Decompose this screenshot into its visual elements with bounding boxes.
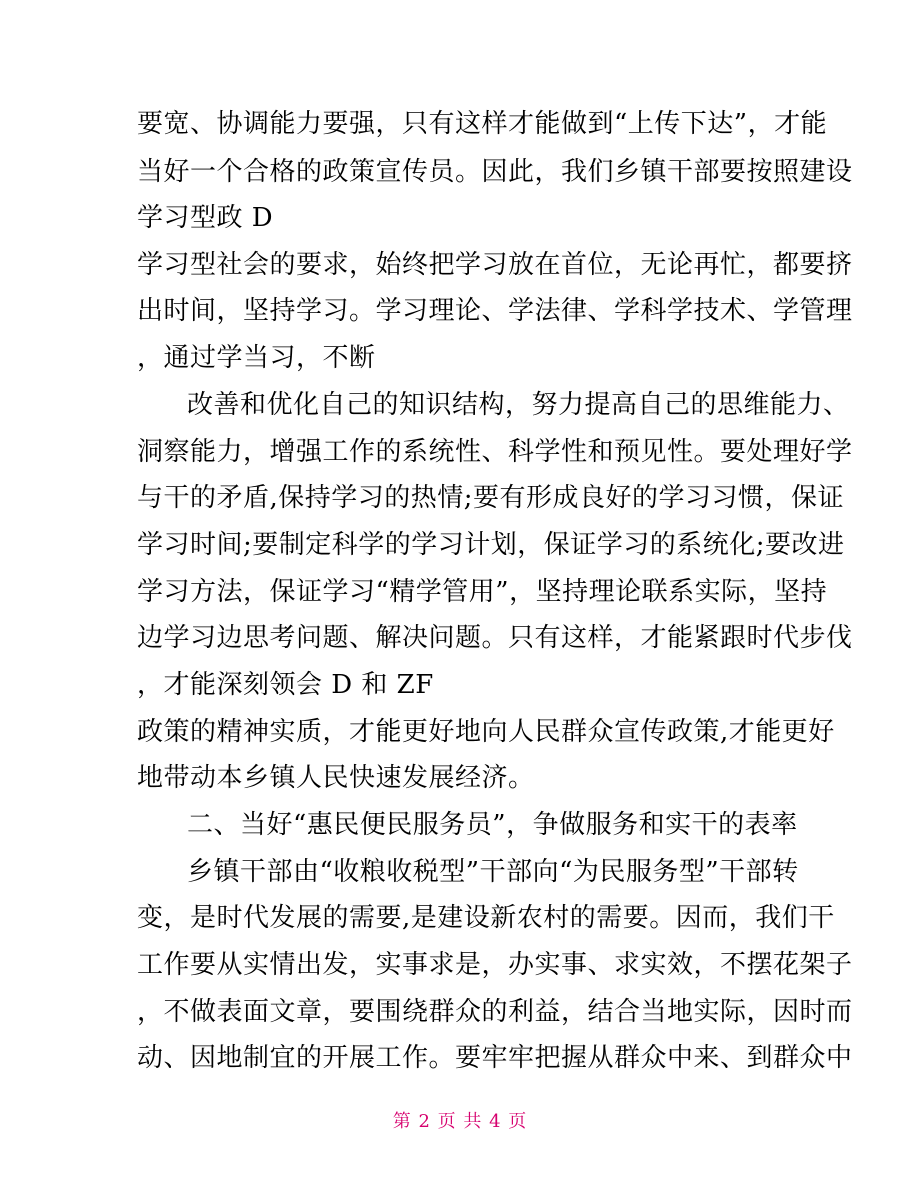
text-line: 边学习边思考问题、解决问题。只有这样，才能紧跟时代步伐 [137, 623, 853, 653]
text-line: 学习时间;要制定科学的学习计划，保证学习的系统化;要改进 [137, 530, 845, 560]
text-line: 工作要从实情出发，实事求是，办实事、求实效，不摆花架子 [137, 950, 853, 980]
page-number-footer: 第 2 页 共 4 页 [392, 1111, 528, 1132]
text-line: 改善和优化自己的知识结构，努力提高自己的思维能力、 [187, 390, 850, 420]
text-line: 学习型政 D [137, 203, 274, 233]
text-line: 动、因地制宜的开展工作。要牢牢把握从群众中来、到群众中 [137, 1043, 853, 1073]
text-line: 地带动本乡镇人民快速发展经济。 [137, 763, 535, 793]
section-heading: 二、当好“惠民便民服务员”，争做服务和实干的表率 [187, 810, 798, 840]
text-line: 与干的矛盾,保持学习的热情;要有形成良好的学习习惯，保证 [137, 483, 845, 513]
text-line: 要宽、协调能力要强，只有这样才能做到“上传下达”，才能 [137, 109, 828, 139]
text-line: 学习方法，保证学习“精学管用”，坚持理论联系实际，坚持 [137, 577, 828, 607]
text-line: ，不做表面文章，要围绕群众的利益，结合当地实际，因时而 [137, 997, 853, 1027]
text-line: ，通过学当习，不断 [137, 343, 376, 373]
text-line: ，才能深刻领会 D 和 ZF [137, 670, 434, 700]
text-line: 洞察能力，增强工作的系统性、科学性和预见性。要处理好学 [137, 437, 853, 467]
text-line: 乡镇干部由“收粮收税型”干部向“为民服务型”干部转 [187, 857, 799, 887]
text-line: 变，是时代发展的需要,是建设新农村的需要。因而，我们干 [137, 903, 835, 933]
text-line: 政策的精神实质，才能更好地向人民群众宣传政策,才能更好 [137, 717, 835, 747]
text-line: 当好一个合格的政策宣传员。因此，我们乡镇干部要按照建设 [137, 157, 853, 187]
text-line: 出时间，坚持学习。学习理论、学法律、学科学技术、学管理 [137, 296, 853, 326]
text-line: 学习型社会的要求，始终把学习放在首位，无论再忙，都要挤 [137, 250, 853, 280]
